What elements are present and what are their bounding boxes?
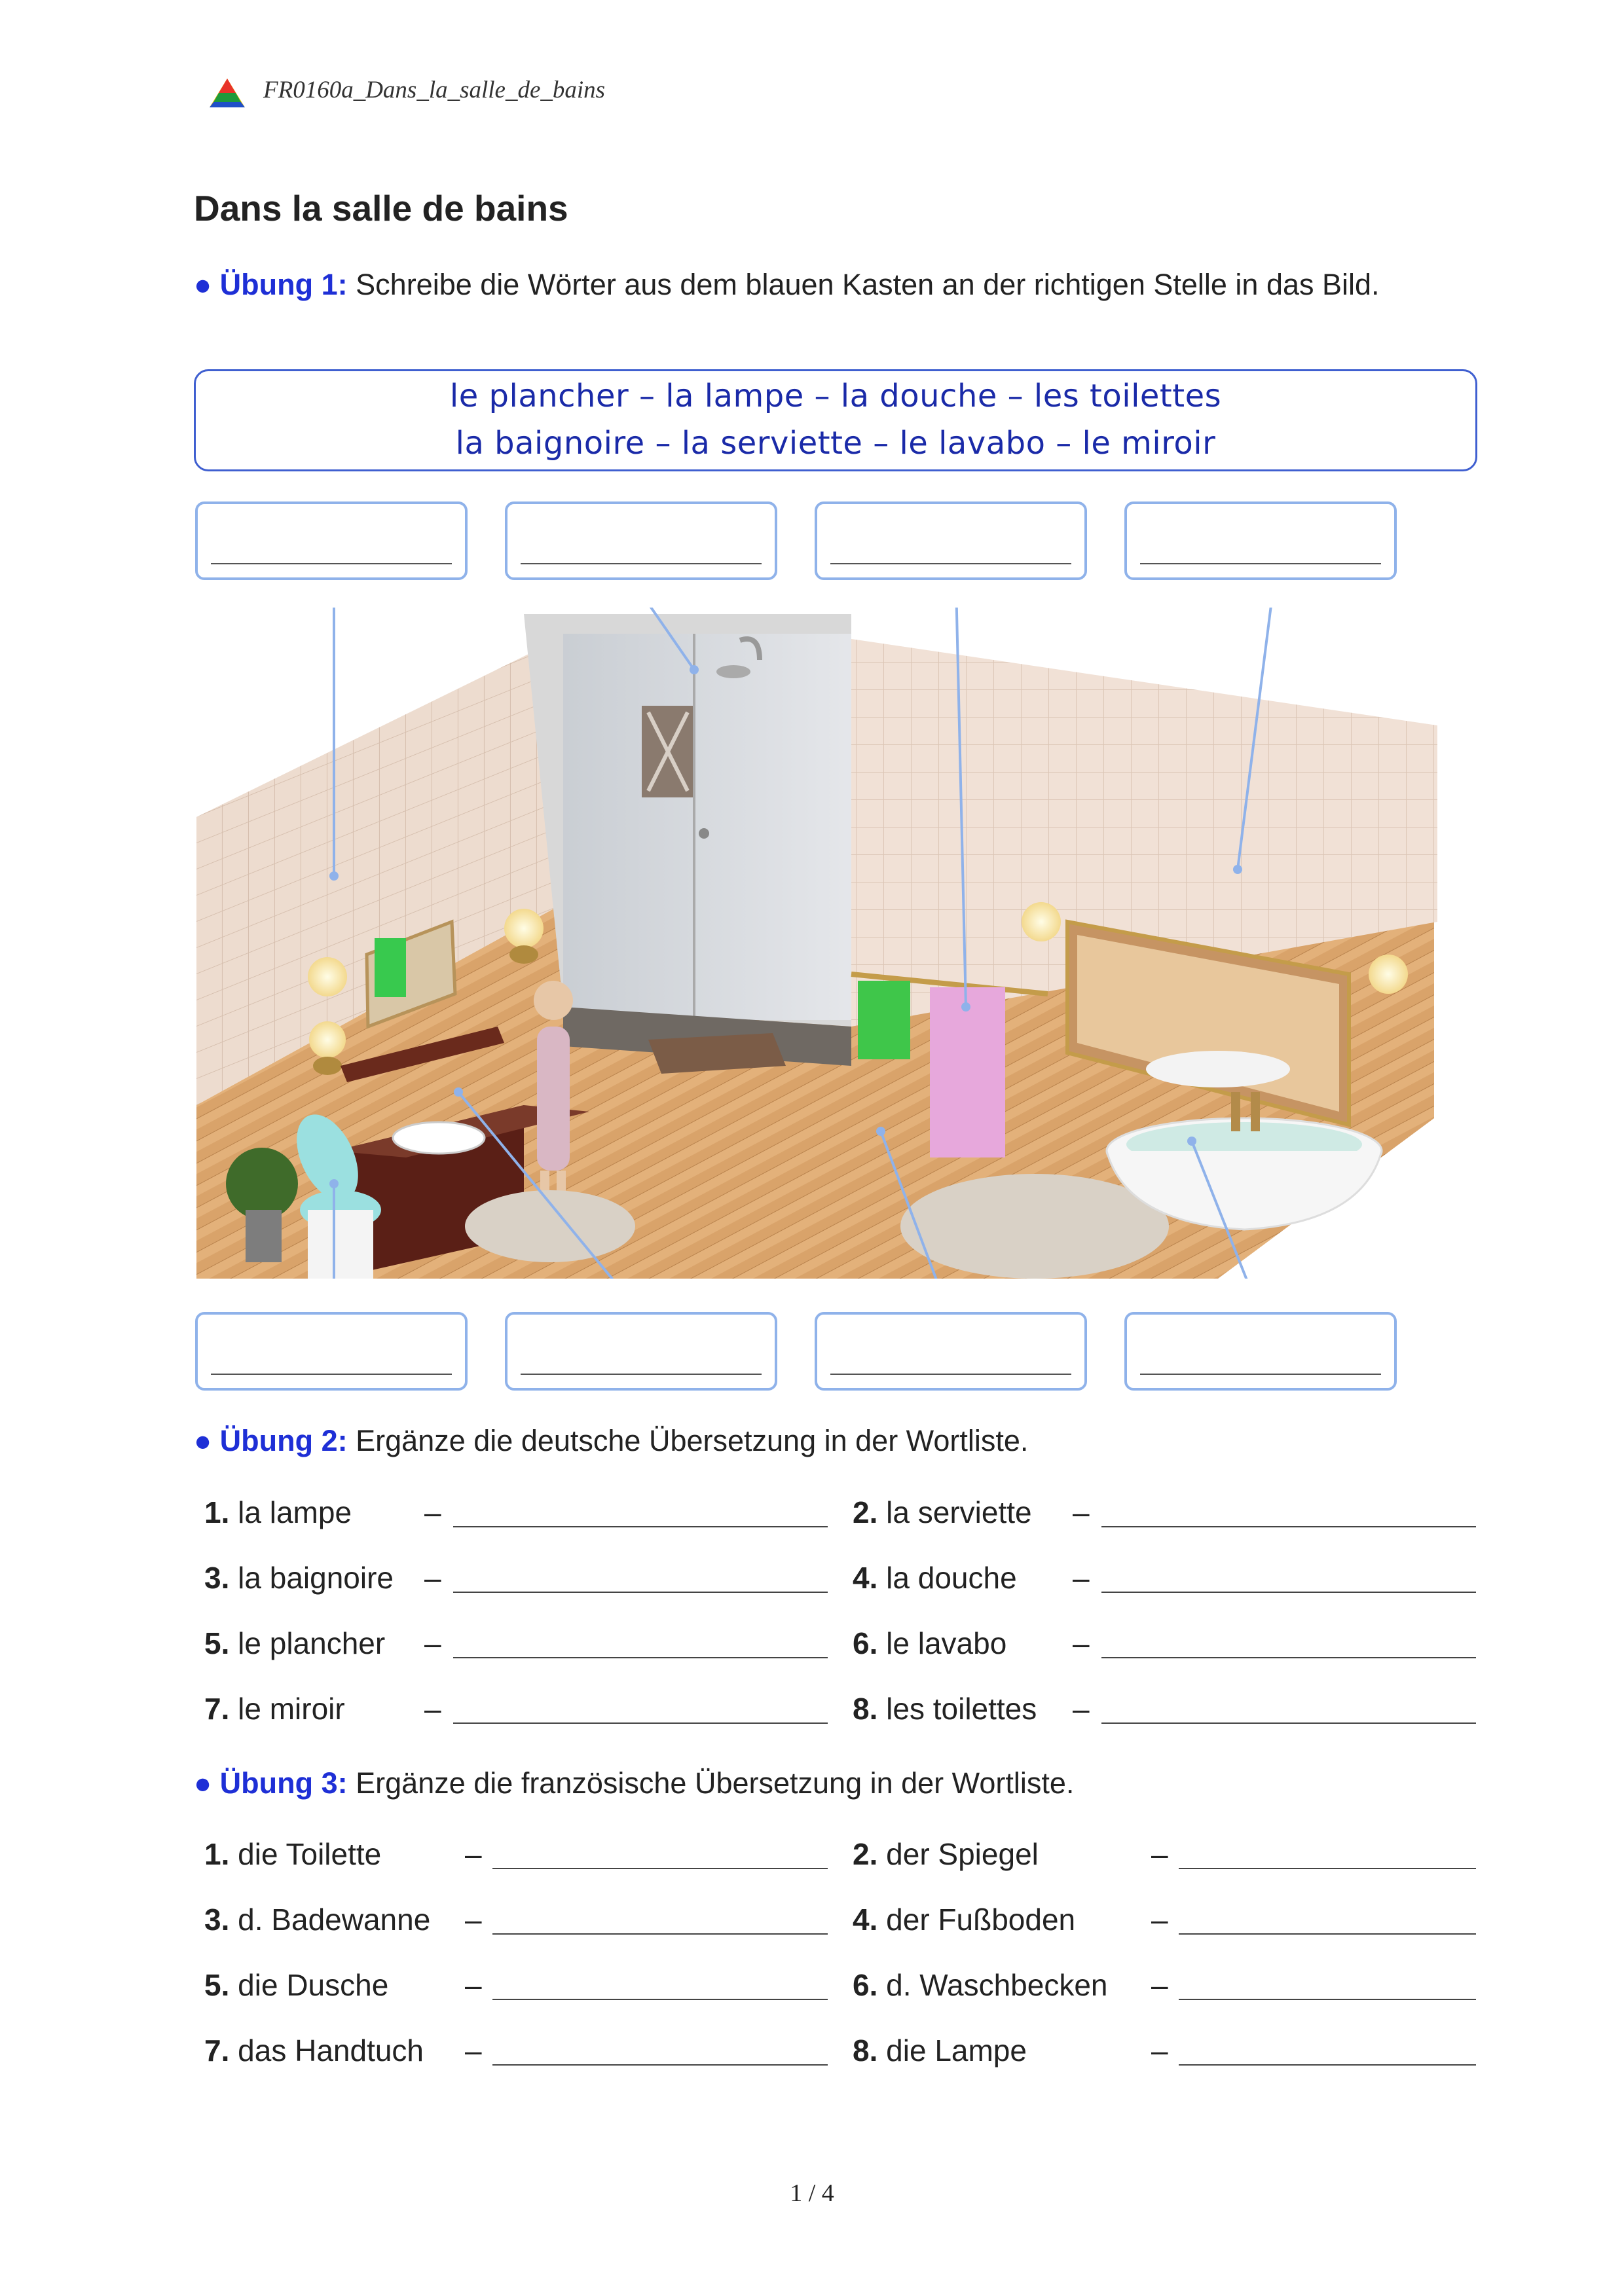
exercise-3-label: ● Übung 3: [194, 1766, 348, 1800]
item-number: 3. [204, 1561, 230, 1595]
exercise-3-instruction [194, 1763, 1074, 1804]
item-word: les toilettes [877, 1692, 1037, 1726]
answer-box-top-1[interactable] [195, 501, 468, 580]
item-word: die Lampe [877, 2033, 1027, 2068]
dash: – [1073, 1692, 1090, 1726]
item-word: la serviette [877, 1495, 1032, 1529]
dash: – [465, 1837, 482, 1871]
bathroom-illustration [196, 608, 1437, 1279]
answer-box-bottom-4[interactable] [1124, 1312, 1397, 1391]
answer-line [521, 563, 762, 564]
answer-line [521, 1374, 762, 1375]
item-word: la baignoire [229, 1561, 394, 1595]
answer-box-bottom-2[interactable] [505, 1312, 777, 1391]
ex2-item-2 [853, 1494, 1032, 1531]
ex2-item-7 [204, 1690, 345, 1727]
item-number: 2. [853, 1495, 878, 1529]
ex2-item-4 [853, 1559, 1017, 1596]
ex3-answer-line-4[interactable] [1179, 1933, 1476, 1935]
dash: – [424, 1495, 441, 1529]
triangle-logo [208, 77, 246, 110]
ex2-item-3 [204, 1559, 394, 1596]
item-number: 4. [853, 1561, 878, 1595]
item-word: la douche [877, 1561, 1017, 1595]
ex2-item-1 [204, 1494, 352, 1531]
ex2-item-5 [204, 1625, 385, 1662]
item-word: die Dusche [229, 1968, 389, 2002]
exercise-2-label: ● Übung 2: [194, 1424, 348, 1457]
ex3-item-6 [853, 1967, 1108, 2003]
answer-box-bottom-1[interactable] [195, 1312, 468, 1391]
ex2-answer-line-4[interactable] [1101, 1592, 1476, 1593]
item-number: 7. [204, 1692, 230, 1726]
ex2-answer-line-7[interactable] [453, 1722, 828, 1724]
ex3-item-7 [204, 2032, 424, 2069]
ex3-answer-line-3[interactable] [492, 1933, 828, 1935]
ex2-answer-line-6[interactable] [1101, 1657, 1476, 1658]
ex3-item-4 [853, 1901, 1075, 1938]
ex3-item-8 [853, 2032, 1027, 2069]
ex2-item-6 [853, 1625, 1006, 1662]
ex3-answer-line-7[interactable] [492, 2064, 828, 2066]
item-number: 1. [204, 1837, 230, 1871]
ex3-answer-line-2[interactable] [1179, 1868, 1476, 1869]
exercise-2-text: Ergänze die deutsche Übersetzung in der Wortliste. [347, 1424, 1029, 1457]
ex3-item-2 [853, 1836, 1039, 1872]
answer-box-bottom-3[interactable] [815, 1312, 1087, 1391]
word-box-line-2: la baignoire – la serviette – le lavabo – le miroir [455, 425, 1216, 462]
item-number: 1. [204, 1495, 230, 1529]
answer-line [1140, 1374, 1381, 1375]
item-word: der Spiegel [877, 1837, 1039, 1871]
answer-box-top-4[interactable] [1124, 501, 1397, 580]
ex3-item-5 [204, 1967, 388, 2003]
answer-box-top-2[interactable] [505, 501, 777, 580]
answer-box-top-3[interactable] [815, 501, 1087, 580]
exercise-2-instruction [194, 1421, 1028, 1461]
ex3-item-1 [204, 1836, 381, 1872]
item-word: la lampe [229, 1495, 352, 1529]
item-number: 6. [853, 1968, 878, 2002]
exercise-3-text: Ergänze die französische Übersetzung in der Wortliste. [347, 1766, 1075, 1800]
dash: – [1073, 1495, 1090, 1529]
item-number: 8. [853, 1692, 878, 1726]
item-word: le lavabo [877, 1626, 1007, 1660]
ex2-answer-line-8[interactable] [1101, 1722, 1476, 1724]
answer-line [211, 563, 452, 564]
dash: – [1151, 2033, 1168, 2068]
dash: – [424, 1692, 441, 1726]
item-number: 4. [853, 1903, 878, 1937]
dash: – [424, 1626, 441, 1660]
exercise-1-label: ● Übung 1: [194, 268, 348, 301]
item-word: le plancher [229, 1626, 386, 1660]
dash: – [465, 1903, 482, 1937]
page-title: Dans la salle de bains [194, 188, 568, 228]
word-box-line-1: le plancher – la lampe – la douche – les toilettes [449, 378, 1222, 414]
item-number: 5. [204, 1626, 230, 1660]
ex2-answer-line-2[interactable] [1101, 1526, 1476, 1527]
item-word: der Fußboden [877, 1903, 1076, 1937]
word-box [194, 369, 1477, 471]
item-number: 3. [204, 1903, 230, 1937]
dash: – [465, 2033, 482, 2068]
dash: – [465, 1968, 482, 2002]
ex3-answer-line-1[interactable] [492, 1868, 828, 1869]
dash: – [1151, 1837, 1168, 1871]
dash: – [1151, 1968, 1168, 2002]
item-number: 2. [853, 1837, 878, 1871]
answer-line [830, 1374, 1071, 1375]
dash: – [1073, 1561, 1090, 1595]
ex3-answer-line-6[interactable] [1179, 1999, 1476, 2000]
answer-line [830, 563, 1071, 564]
document-id: FR0160a_Dans_la_salle_de_bains [263, 77, 606, 103]
item-word: d. Badewanne [229, 1903, 431, 1937]
item-number: 7. [204, 2033, 230, 2068]
item-number: 8. [853, 2033, 878, 2068]
answer-line [1140, 563, 1381, 564]
item-word: die Toilette [229, 1837, 382, 1871]
ex3-answer-line-8[interactable] [1179, 2064, 1476, 2066]
ex3-answer-line-5[interactable] [492, 1999, 828, 2000]
page-number: 1 / 4 [790, 2179, 834, 2207]
item-number: 5. [204, 1968, 230, 2002]
ex2-answer-line-5[interactable] [453, 1657, 828, 1658]
item-number: 6. [853, 1626, 878, 1660]
dash: – [424, 1561, 441, 1595]
dash: – [1073, 1626, 1090, 1660]
item-word: d. Waschbecken [877, 1968, 1108, 2002]
item-word: das Handtuch [229, 2033, 424, 2068]
ex2-answer-line-3[interactable] [453, 1592, 828, 1593]
ex2-answer-line-1[interactable] [453, 1526, 828, 1527]
dash: – [1151, 1903, 1168, 1937]
exercise-1-instruction [194, 264, 1477, 305]
answer-line [211, 1374, 452, 1375]
ex2-item-8 [853, 1690, 1037, 1727]
item-word: le miroir [229, 1692, 345, 1726]
exercise-1-text: Schreibe die Wörter aus dem blauen Kasten an der richtigen Stelle in das Bild. [347, 268, 1380, 301]
ex3-item-3 [204, 1901, 430, 1938]
